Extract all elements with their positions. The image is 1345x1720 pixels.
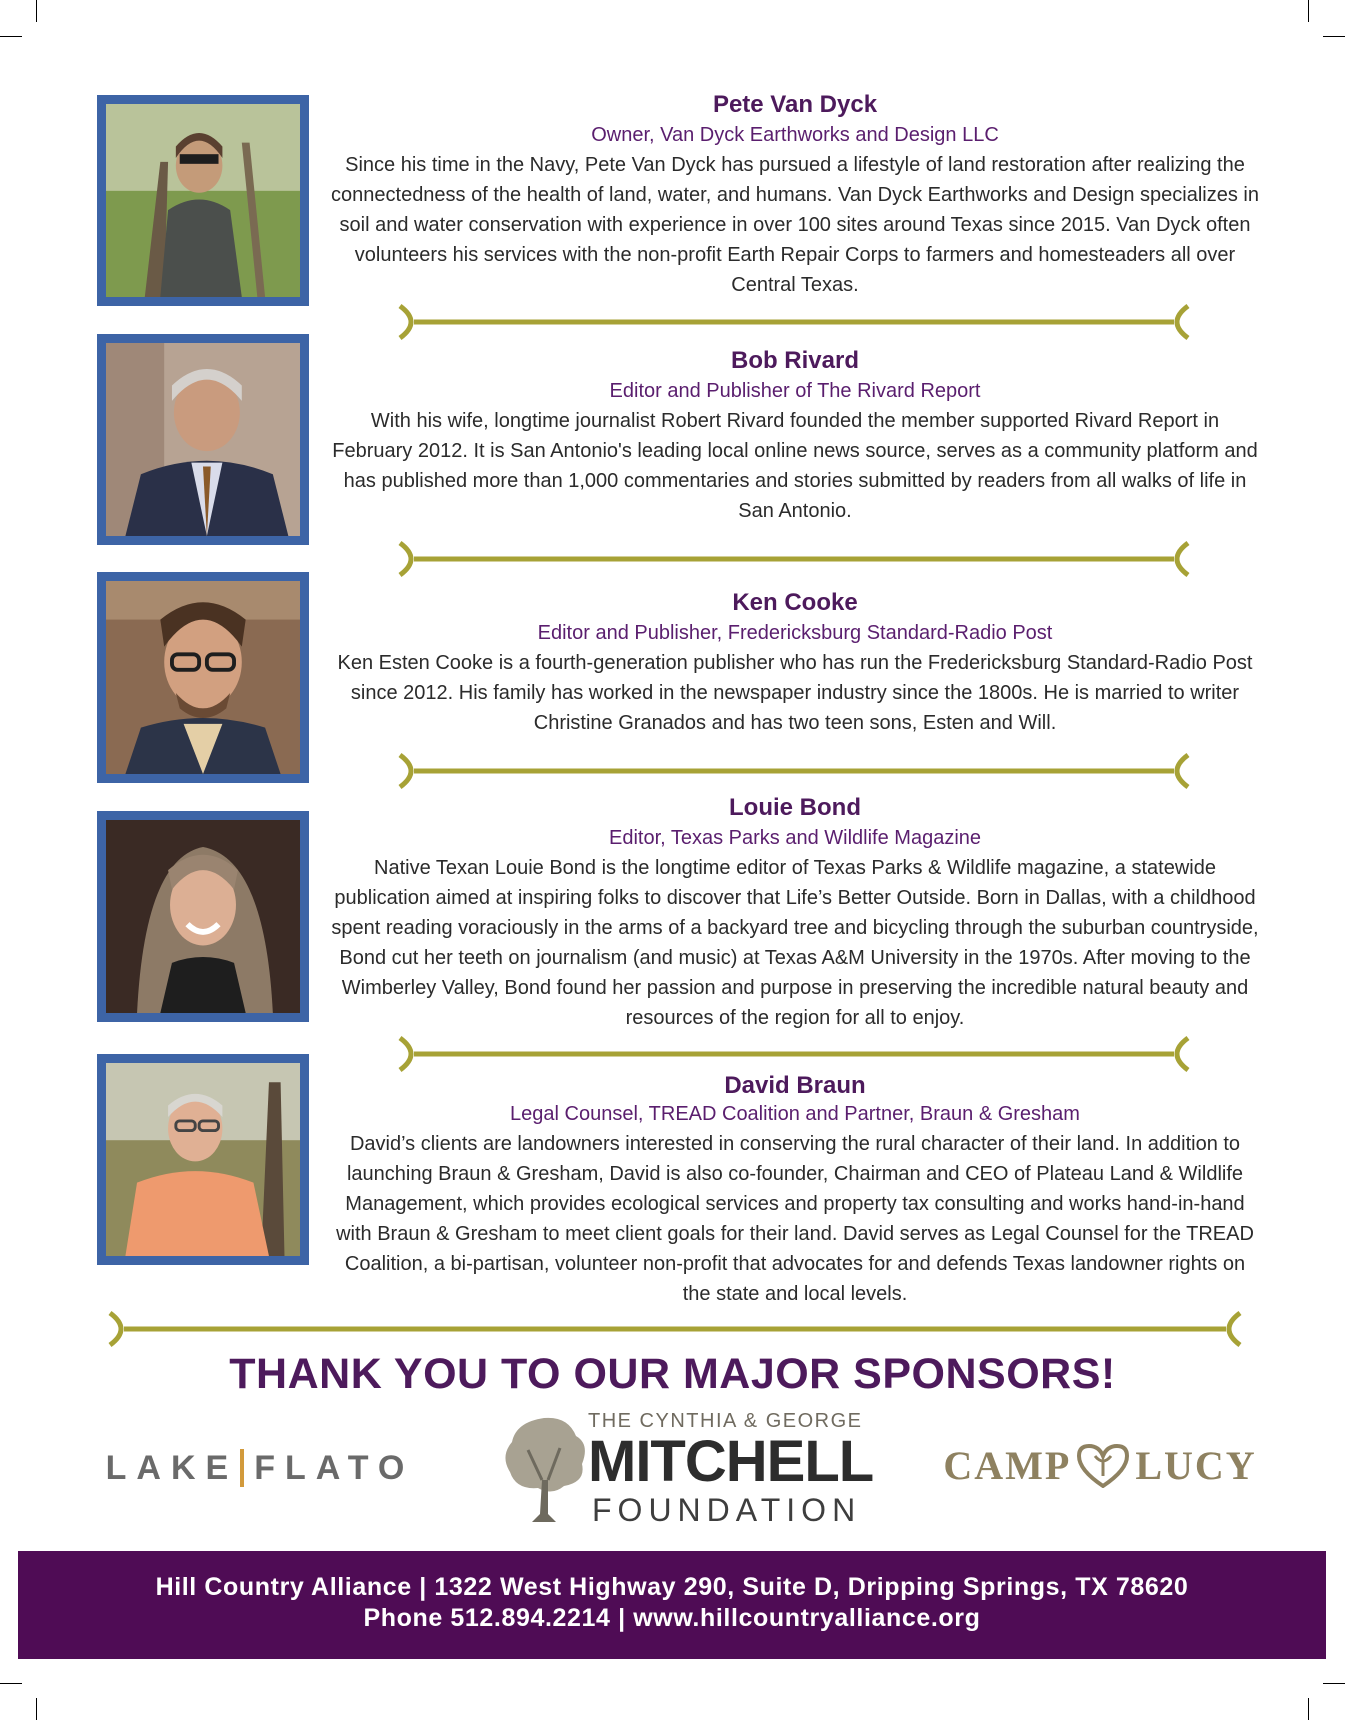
person-name: David Braun <box>724 1072 866 1099</box>
footer-contact: Phone 512.894.2214 | www.hillcountryalliance.org <box>363 1604 981 1632</box>
photo-ken-cooke <box>97 572 309 783</box>
person-bio: Ken Esten Cooke is a fourth-generation publisher who has run the Fredericksburg Standard-Radio Post since 2012. His family has worked in the newspaper industry since the 1800s. He is married to writer Christine Granados and has two teen sons, Esten and Will. <box>337 652 1253 734</box>
person-name: Pete Van Dyck <box>712 91 878 118</box>
lake-flato-left: LAKE <box>105 1448 239 1487</box>
photo-bob-rivard <box>97 334 309 545</box>
crop-mark <box>1308 1698 1309 1720</box>
photo-pete-van-dyck <box>97 95 309 306</box>
lake-flato-logo <box>70 1448 450 1488</box>
photo-louie-bond <box>97 811 309 1022</box>
bio-louie-bond <box>330 793 1260 1033</box>
mitchell-line-2: MITCHELL <box>588 1429 874 1494</box>
bio-bob-rivard <box>330 346 1260 526</box>
bio-ken-cooke <box>330 588 1260 738</box>
person-bio: With his wife, longtime journalist Robert Rivard founded the member supported Rivard Report in February 2012. It is San Antonio's leading local online news source, serves as a community platform and has published more than 1,000 commentaries and stories submitted by readers from all walks of life in San Antonio. <box>332 410 1258 522</box>
crop-mark <box>36 0 37 22</box>
person-title: Editor and Publisher of The Rivard Report <box>609 380 981 402</box>
person-bio: David’s clients are landowners interested in conserving the rural character of their land. In addition to launching Braun & Gresham, David is also co-founder, Chairman and CEO of Plateau Land & Wildlife Management, which provides ecological services and property tax consulting and works hand-in-hand with Braun & Gresham to meet client goals for their land. David serves as Legal Counsel for the TREAD Coalition, a bi-partisan, volunteer non-profit that advocates for and defends Texas landowner rights on the state and local levels. <box>336 1133 1254 1305</box>
crop-mark <box>0 36 22 37</box>
camp-lucy-right: LUCY <box>1135 1442 1257 1488</box>
person-title: Legal Counsel, TREAD Coalition and Partner, Braun & Gresham <box>510 1103 1080 1125</box>
person-bio: Native Texan Louie Bond is the longtime editor of Texas Parks & Wildlife magazine, a statewide publication aimed at inspiring folks to discover that Life’s Better Outside. Born in Dallas, with a childhood spent reading voraciously in the arms of a backyard tree and bicycling through the suburban countryside, Bond cut her teeth on journalism (and music) at Texas A&M University in the 1970s. After moving to the Wimberley Valley, Bond found her passion and purpose in preserving the incredible natural beauty and resources of the region for all to enjoy. <box>331 857 1259 1029</box>
bio-david-braun <box>330 1073 1260 1309</box>
tree-icon <box>498 1410 590 1525</box>
crop-mark <box>1323 36 1345 37</box>
section-divider <box>396 302 1192 342</box>
person-name: Bob Rivard <box>730 347 859 374</box>
person-title: Owner, Van Dyck Earthworks and Design LLC <box>591 124 999 146</box>
footer-bar <box>18 1551 1326 1659</box>
sponsors-heading: THANK YOU TO OUR MAJOR SPONSORS! <box>229 1350 1116 1398</box>
footer-address: Hill Country Alliance | 1322 West Highway 290, Suite D, Dripping Springs, TX 78620 <box>155 1573 1189 1601</box>
section-divider <box>396 1034 1192 1074</box>
section-divider <box>396 539 1192 579</box>
mitchell-line-1: THE CYNTHIA & GEORGE <box>588 1410 863 1432</box>
crop-mark <box>1323 1683 1345 1684</box>
crop-mark <box>0 1683 22 1684</box>
person-bio: Since his time in the Navy, Pete Van Dyck has pursued a lifestyle of land restoration after realizing the connectedness of the health of land, water, and humans. Van Dyck Earthworks and Design specializes in soil and water conservation with experience in over 100 sites around Texas since 2015. Van Dyck often volunteers his services with the non-profit Earth Repair Corps to farmers and homesteaders all over Central Texas. <box>331 154 1259 296</box>
camp-lucy-left: CAMP <box>943 1442 1072 1488</box>
crop-mark <box>1308 0 1309 22</box>
mitchell-line-3: FOUNDATION <box>592 1492 862 1528</box>
person-title: Editor and Publisher, Fredericksburg Standard-Radio Post <box>537 622 1053 644</box>
person-name: Louie Bond <box>729 794 861 821</box>
bio-pete-van-dyck <box>330 90 1260 300</box>
mitchell-foundation-logo <box>498 1410 883 1528</box>
person-name: Ken Cooke <box>732 589 858 616</box>
heart-icon <box>1075 1442 1131 1488</box>
lake-flato-right: FLATO <box>254 1448 415 1487</box>
photo-david-braun <box>97 1054 309 1265</box>
logo-divider-bar <box>240 1449 244 1487</box>
person-title: Editor, Texas Parks and Wildlife Magazine <box>608 827 982 849</box>
section-divider-wide <box>106 1309 1244 1349</box>
section-divider <box>396 751 1192 791</box>
camp-lucy-logo <box>925 1440 1275 1490</box>
crop-mark <box>36 1698 37 1720</box>
